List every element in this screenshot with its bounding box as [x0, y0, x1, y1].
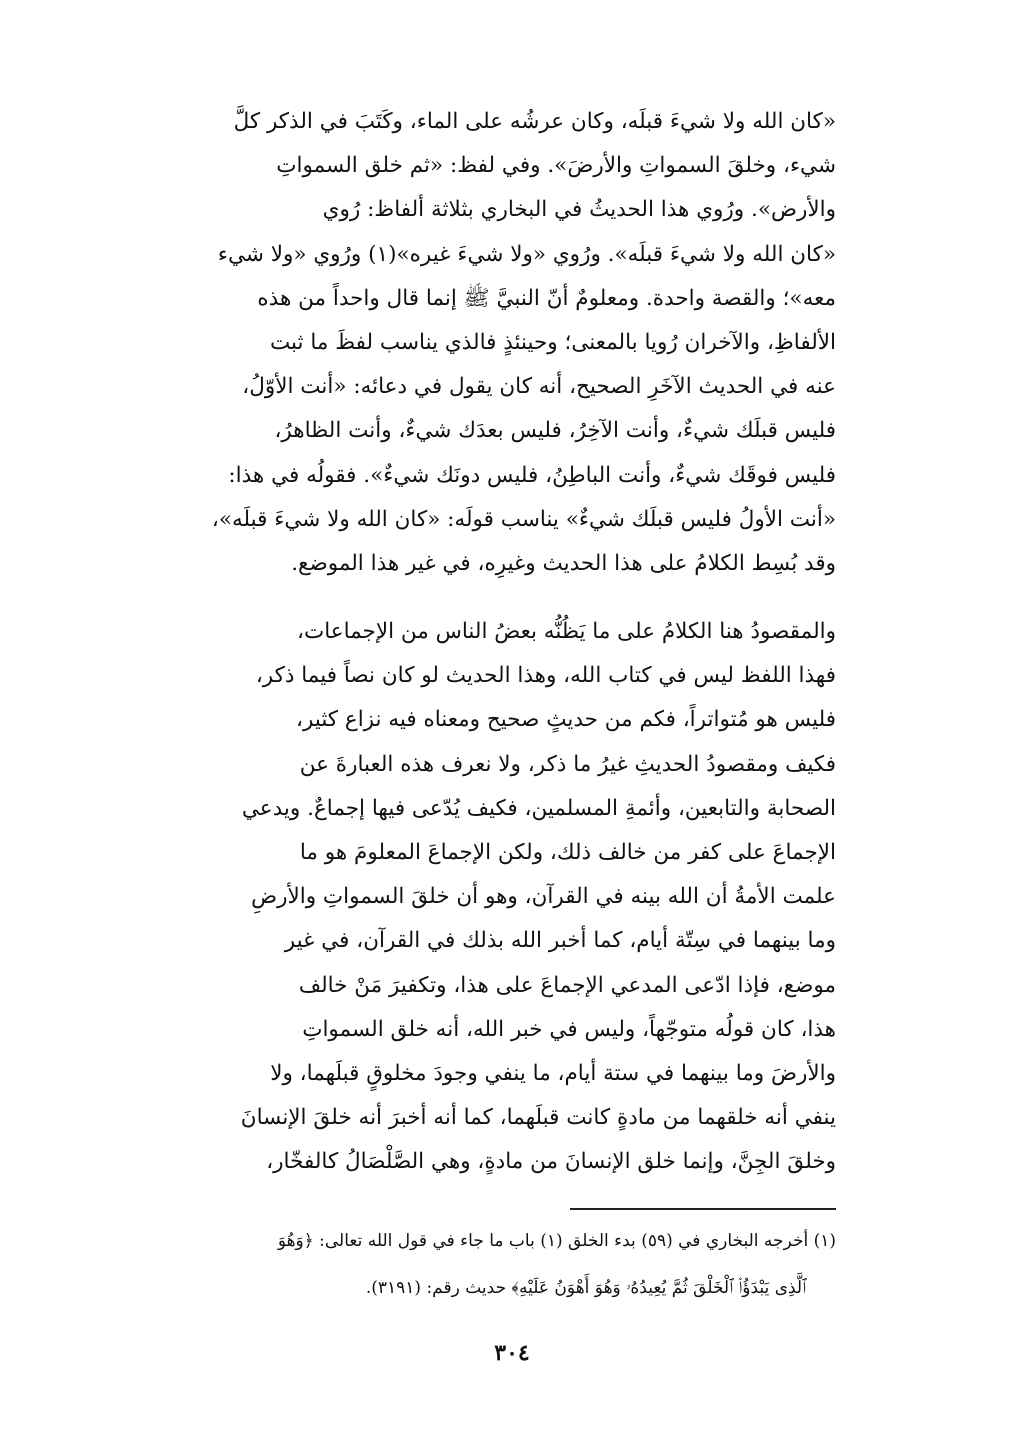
text-line: عنه في الحديث الآخَرِ الصحيح، أنه كان يقول في دعائه: «أنت الأوّلُ، — [242, 374, 836, 400]
text-line: الصحابة والتابعين، وأئمةِ المسلمين، فكيف يُدّعى فيها إجماعٌ. ويدعي — [241, 795, 836, 821]
text-line: «كان الله ولا شيءَ قبلَه». ورُوي «ولا شيءَ غيره»(١) ورُوي «ولا شيء — [217, 241, 836, 267]
footnotes — [150, 1218, 836, 1312]
text-line: موضع، فإذا ادّعى المدعي الإجماعَ على هذا، وتكفيرَ مَنْ خالف — [298, 972, 836, 998]
text-line: «أنت الأولُ فليس قبلَك شيءٌ» يناسب قولَه: «كان الله ولا شيءَ قبلَه»، — [211, 506, 836, 532]
text-line: وقد بُسِط الكلامُ على هذا الحديث وغيرِه، في غير هذا الموضع. — [291, 551, 836, 577]
text-line: علمت الأمةُ أن الله بينه في القرآن، وهو أن خلقَ السمواتِ والأرضِ — [251, 884, 836, 910]
text-line: فليس قبلَك شيءٌ، وأنت الآخِرُ، فليس بعدَك شيءٌ، وأنت الظاهرُ، — [274, 418, 836, 444]
text-line: «كان الله ولا شيءَ قبلَه، وكان عرشُه على الماء، وكَتَبَ في الذكر كلَّ — [233, 109, 836, 134]
text-line: ينفي أنه خلقهما من مادةٍ كانت قبلَهما، كما أنه أخبرَ أنه خلقَ الإنسانَ — [240, 1105, 836, 1131]
page-number: ٣٠٤ — [494, 1340, 530, 1366]
text-line: شيء، وخلقَ السمواتِ والأرضَ». وفي لفظ: «ثم خلق السمواتِ — [276, 153, 836, 179]
text-line: والأرضَ وما بينهما في ستة أيام، ما ينفي وجودَ مخلوقٍ قبلَهما، ولا — [270, 1061, 836, 1087]
text-line: فليس هو مُتواتراً، فكم من حديثٍ صحيح ومعناه فيه نزاع كثير، — [296, 707, 836, 733]
text-line: الإجماعَ على كفر من خالف ذلك، ولكن الإجماعَ المعلومَ هو ما — [299, 840, 836, 866]
text-line: معه»؛ والقصة واحدة. ومعلومٌ أنّ النبيَّ ﷺ إنما قال واحداً من هذه — [257, 285, 836, 311]
paragraph-2 — [150, 610, 836, 1185]
text-line: هذا، كان قولُه متوجّهاً، وليس في خبر الله، أنه خلق السمواتِ — [302, 1016, 836, 1042]
text-line: وخلقَ الجِنَّ، وإنما خلق الإنسانَ من مادةٍ، وهي الصَّلْصَالُ كالفخّار، — [266, 1149, 836, 1175]
text-line: والأرض». ورُوي هذا الحديثُ في البخاري بثلاثة ألفاظ: رُوي — [322, 197, 836, 223]
paragraph-1 — [150, 100, 836, 586]
footnote-divider — [570, 1208, 836, 1210]
text-line: الألفاظِ، والآخران رُويا بالمعنى؛ وحينئذٍ فالذي يناسب لفظَ ما ثبت — [269, 330, 836, 356]
footnote-line: ٱلَّذِى يَبْدَؤُا۟ ٱلْخَلْقَ ثُمَّ يُعِيدُهُۥ وَهُوَ أَهْوَنُ عَلَيْهِ﴾ حديث رقم: (٣١٩١). — [365, 1278, 806, 1298]
text-line: فكيف ومقصودُ الحديثِ غيرُ ما ذكر، ولا نعرف هذه العبارةَ عن — [299, 751, 836, 777]
footnote-line: (١) أخرجه البخاري في (٥٩) بدء الخلق (١) باب ما جاء في قول الله تعالى: ﴿وَهُوَ — [277, 1231, 836, 1251]
text-line: والمقصودُ هنا الكلامُ على ما يَظُنُّه بعضُ الناس من الإجماعات، — [297, 619, 836, 644]
text-line: فهذا اللفظ ليس في كتاب الله، وهذا الحديث لو كان نصاً فيما ذكر، — [255, 663, 836, 689]
text-line: فليس فوقَك شيءٌ، وأنت الباطِنُ، فليس دونَك شيءٌ». فقولُه في هذا: — [228, 462, 836, 488]
text-line: وما بينهما في سِتّة أيام، كما أخبر الله بذلك في القرآن، في غير — [284, 928, 836, 954]
